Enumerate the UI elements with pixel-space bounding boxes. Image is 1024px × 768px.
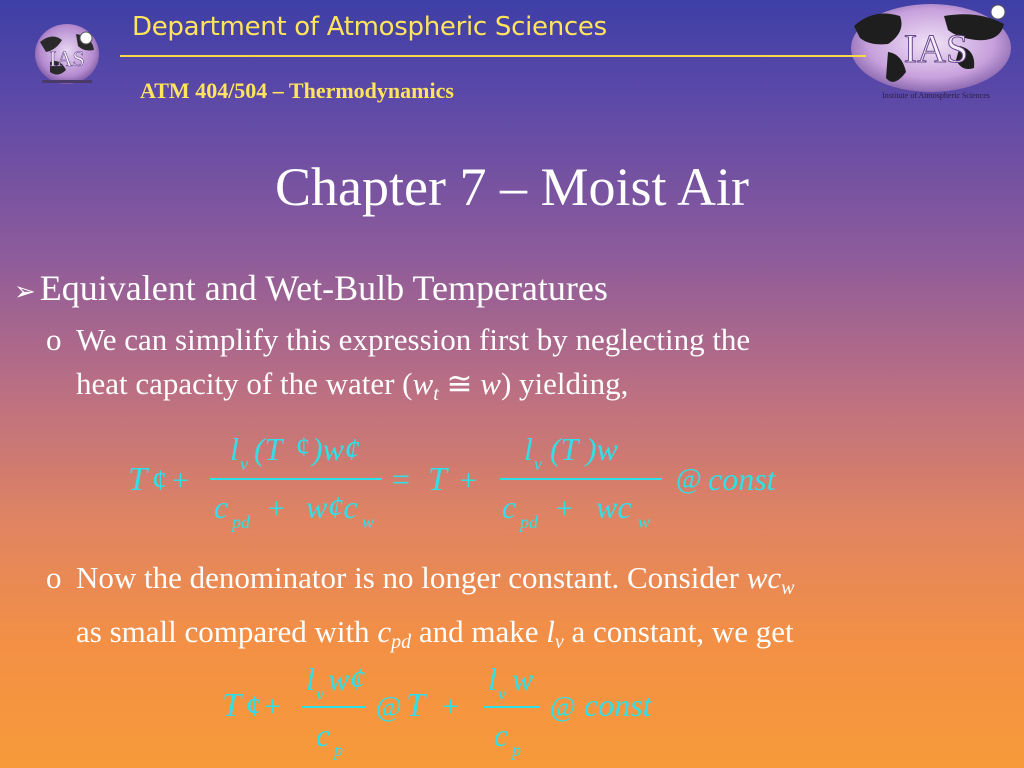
eq2-fraction-bar-2: [484, 706, 540, 708]
arrow-bullet-icon: ➢: [14, 277, 36, 307]
var-wc: wc: [746, 560, 782, 595]
eq2-den1-c-sub: p: [334, 740, 343, 760]
sub2-line2-mid: and make: [411, 614, 547, 649]
eq2-rhs-plus: +: [442, 690, 459, 723]
var-l: l: [546, 614, 555, 649]
eq2-num1-l: l: [306, 661, 315, 697]
sub1-line1: We can simplify this expression first by neglecting the: [76, 322, 751, 357]
approx-symbol: ≅: [438, 366, 481, 401]
sub1-line2-post: ) yielding,: [500, 366, 629, 401]
eq1-den-plus: +: [268, 492, 285, 525]
eq2-num2-l-sub: v: [498, 684, 506, 704]
eq2-num1-rest: w¢: [328, 661, 366, 697]
var-w2: w: [480, 366, 501, 401]
right-logo-caption: Institute of Atmospheric Sciences: [882, 91, 990, 100]
department-title: Department of Atmospheric Sciences: [132, 12, 607, 42]
sub-t: t: [433, 383, 439, 405]
eq2-approx-1: @: [376, 692, 402, 723]
eq1-num-l: l: [230, 431, 239, 467]
sub2-line1-pre: Now the denominator is no longer constant. Consider: [76, 560, 747, 595]
eq1-rden-w-sub: w: [638, 512, 651, 532]
eq1-rhs-T: T: [428, 461, 447, 498]
eq1-lhs-cent: ¢: [152, 464, 167, 497]
eq2-num2-l: l: [488, 661, 497, 697]
eq2-num1-l-sub: v: [316, 684, 324, 704]
eq2-plus: +: [264, 690, 281, 723]
eq1-rnum-l: l: [524, 431, 533, 467]
eq1-den-c-sub: pd: [232, 512, 250, 532]
eq2-den1-c: c: [316, 717, 331, 753]
sub2-line2-pre: as small compared with: [76, 614, 378, 649]
eq1-approx: @: [676, 464, 702, 495]
eq1-rnum-rest: (T )w: [550, 431, 618, 467]
left-logo-inscription: IAS: [49, 46, 85, 71]
eq2-num2-rest: w: [512, 661, 534, 697]
sub2-line2-post: a constant, we get: [563, 614, 794, 649]
eq1-const: const: [708, 461, 776, 497]
eq1-rden-w: wc: [596, 489, 632, 525]
eq1-rden-c-sub: pd: [520, 512, 538, 532]
eq1-rhs-plus: +: [460, 464, 477, 497]
eq1-num-rest: )w¢: [312, 431, 360, 467]
sub-bullet-marker: o: [46, 322, 62, 357]
slide-title: Chapter 7 – Moist Air: [275, 157, 749, 217]
sub1-line2-pre: heat capacity of the water (: [76, 366, 413, 401]
eq1-den-c: c: [214, 489, 229, 525]
eq2-const: const: [584, 687, 652, 723]
sub-w: w: [781, 577, 795, 599]
right-logo-inscription: IAS: [903, 26, 969, 71]
course-title: ATM 404/504 – Thermodynamics: [140, 78, 454, 103]
sub-v: v: [554, 631, 564, 653]
eq1-num-cent: ¢: [296, 432, 310, 463]
bullet-text: Equivalent and Wet-Bulb Temperatures: [39, 268, 608, 308]
eq2-approx-2: @: [550, 692, 576, 723]
eq1-plus: +: [172, 464, 189, 497]
eq1-rden-c: c: [502, 489, 517, 525]
eq1-num-paren-T: (T: [254, 431, 283, 467]
eq1-lhs-T: T: [128, 461, 147, 498]
eq2-rhs-T: T: [406, 687, 425, 724]
eq2-fraction-bar-1: [302, 706, 366, 708]
eq2-lhs-cent: ¢: [246, 690, 261, 723]
sub-pd: pd: [391, 631, 412, 653]
eq1-rnum-l-sub: v: [534, 454, 542, 474]
eq2-den2-c-sub: p: [512, 740, 521, 760]
sub-bullet-marker-2: o: [46, 560, 62, 595]
eq2-lhs-T: T: [222, 687, 241, 724]
eq1-den-w: w¢c: [306, 489, 358, 525]
eq1-rden-plus: +: [556, 492, 573, 525]
eq2-den2-c: c: [494, 717, 509, 753]
eq1-den-w-sub: w: [362, 512, 375, 532]
eq1-equals: =: [392, 461, 411, 497]
eq1-num-l-sub: v: [240, 454, 248, 474]
var-c: c: [377, 614, 392, 649]
var-w: w: [412, 366, 434, 401]
